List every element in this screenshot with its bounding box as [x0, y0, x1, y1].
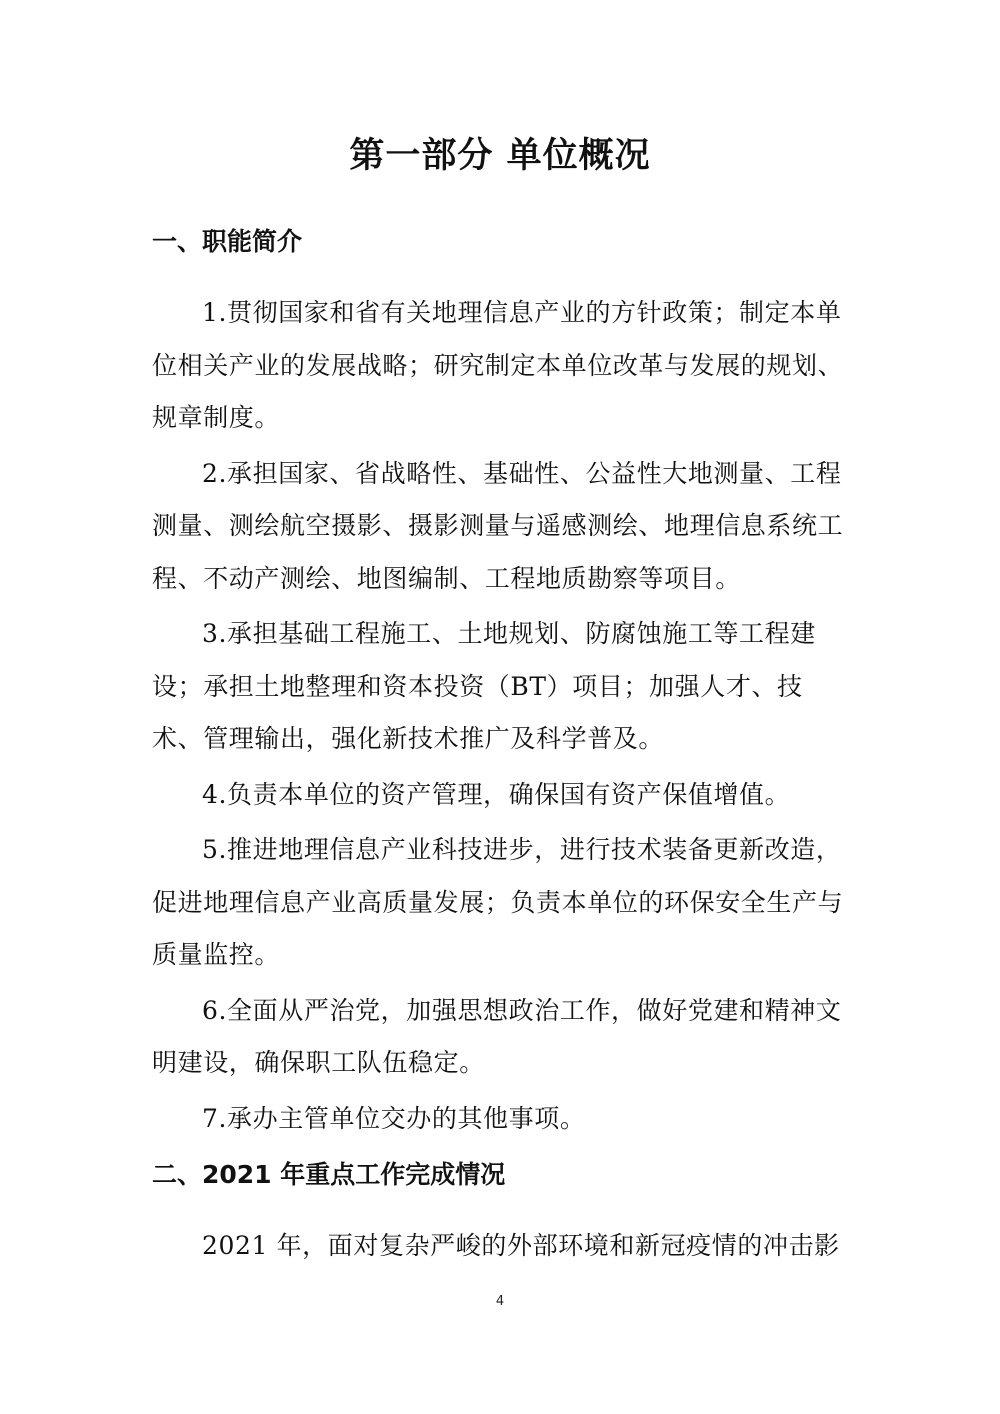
section-heading-2021-work: 二、2021 年重点工作完成情况: [152, 1160, 506, 1189]
paragraph: 2021 年，面对复杂严峻的外部环境和新冠疫情的冲击影: [202, 1231, 840, 1260]
paragraph: 4.负责本单位的资产管理，确保国有资产保值增值。: [202, 779, 791, 809]
page-title: 第一部分 单位概况: [349, 136, 651, 176]
section-body-functions: [152, 287, 852, 1148]
section-body-2021-work: [152, 1220, 852, 1276]
paragraph: 2.承担国家、省战略性、基础性、公益性大地测量、工程测量、测绘航空摄影、摄影测量与遥感测绘、地理信息系统工程、不动产测绘、地图编制、工程地质勘察等项目。: [152, 458, 844, 593]
section-heading-functions: 一、职能简介: [152, 227, 303, 256]
paragraph: 1.贯彻国家和省有关地理信息产业的方针政策；制定本单位相关产业的发展战略；研究制定本单位改革与发展的规划、规章制度。: [152, 298, 844, 432]
paragraph: 3.承担基础工程施工、土地规划、防腐蚀施工等工程建设；承担土地整理和资本投资（BT）项目；加强人才、技术、管理输出，强化新技术推广及科学普及。: [152, 619, 816, 753]
paragraph: 7.承办主管单位交办的其他事项。: [202, 1103, 586, 1133]
page-number: 4: [495, 1294, 505, 1309]
paragraph: 6.全面从严治党，加强思想政治工作，做好党建和精神文明建设，确保职工队伍稳定。: [152, 995, 842, 1077]
paragraph: 5.推进地理信息产业科技进步，进行技术装备更新改造，促进地理信息产业高质量发展；负责本单位的环保安全生产与质量监控。: [152, 835, 844, 969]
